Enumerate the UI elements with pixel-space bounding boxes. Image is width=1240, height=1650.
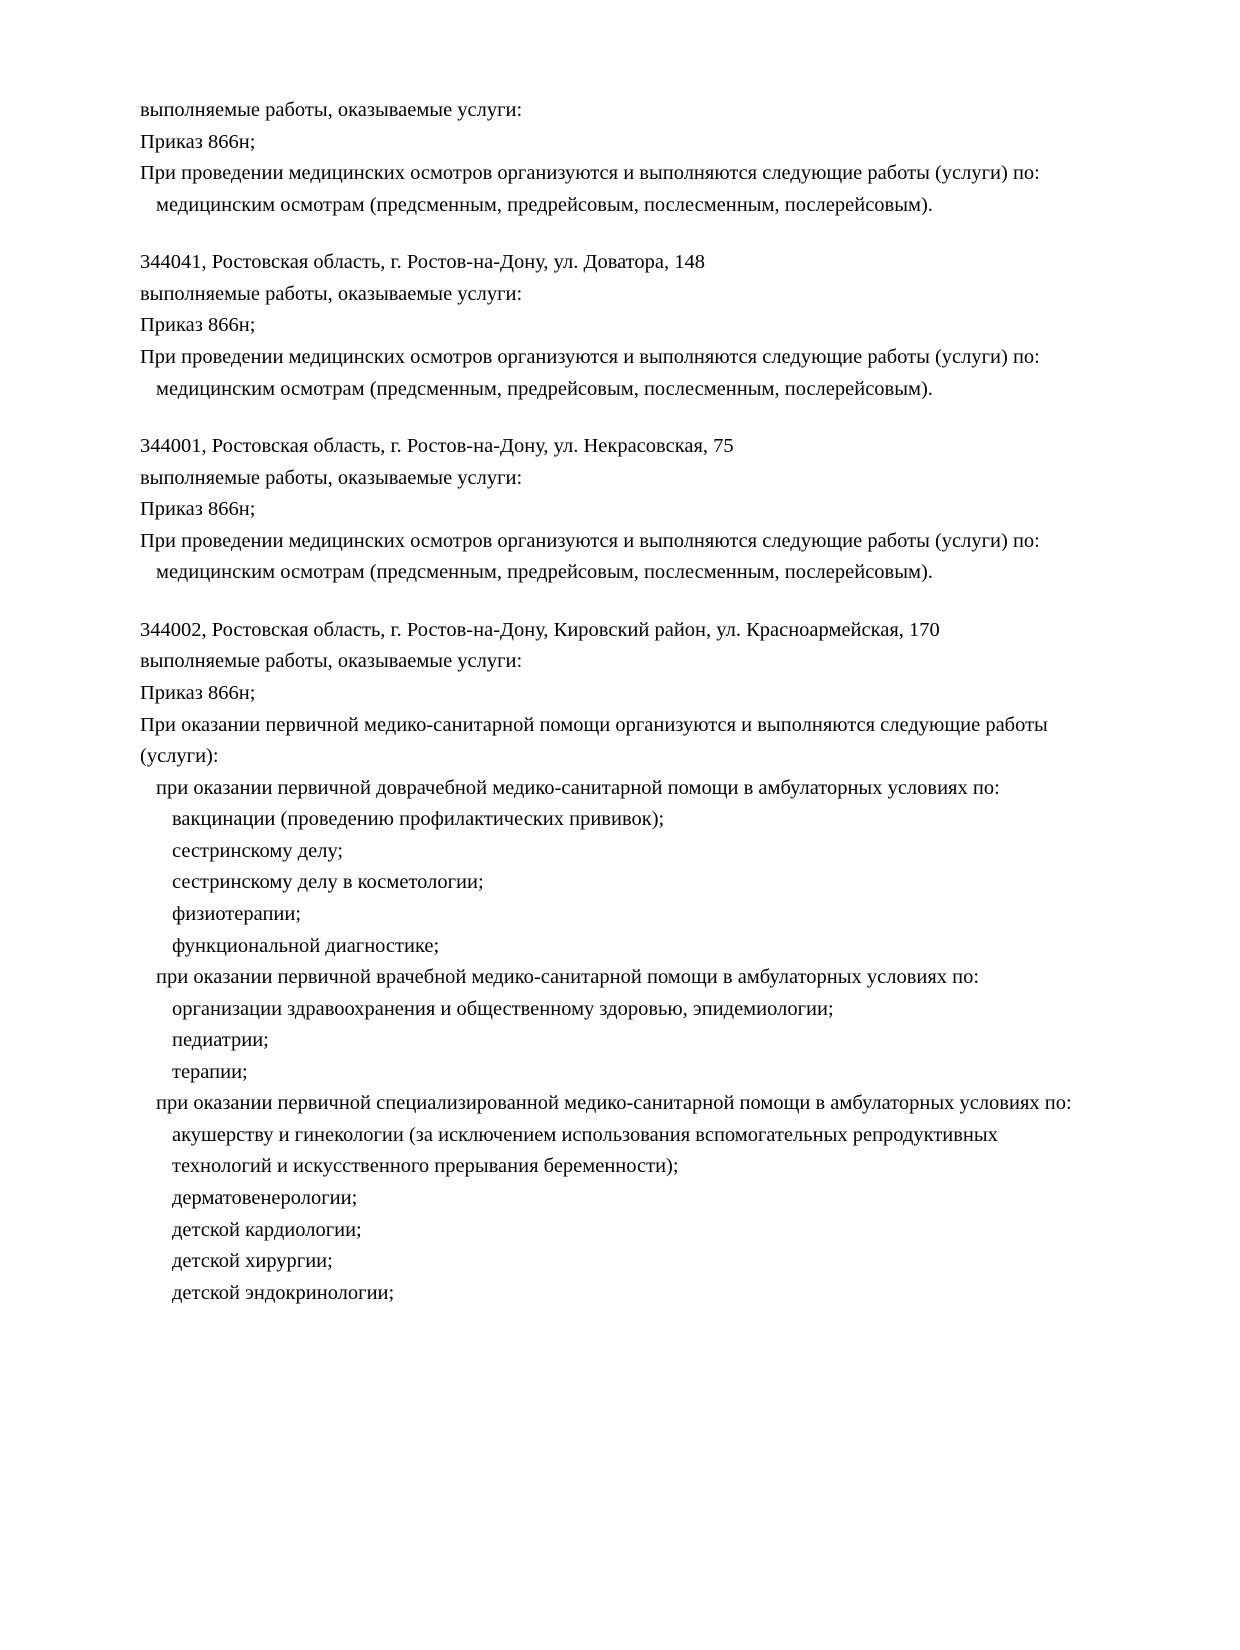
paragraph: детской кардиологии; — [172, 1218, 362, 1241]
paragraph: терапии; — [172, 1060, 248, 1083]
paragraph: дерматовенерологии; — [172, 1187, 358, 1209]
paragraph: выполняемые работы, оказываемые услуги: — [140, 650, 523, 673]
paragraph: выполняемые работы, оказываемые услуги: — [140, 99, 523, 121]
paragraph: При проведении медицинских осмотров организуются и выполняются следующие работы (услуги) по: — [140, 162, 1040, 185]
paragraph: выполняемые работы, оказываемые услуги: — [140, 466, 523, 489]
paragraph: При оказании первичной медико-санитарной помощи организуются и выполняются следующие работы (услуги): — [140, 713, 1048, 768]
block-top-continued — [140, 95, 1100, 221]
block-nekrasovskaya-75 — [140, 431, 1100, 589]
paragraph: организации здравоохранения и общественному здоровью, эпидемиологии; — [172, 997, 834, 1020]
paragraph: вакцинации (проведению профилактических прививок); — [172, 808, 665, 831]
paragraph: педиатрии; — [172, 1029, 269, 1052]
paragraph: детской эндокринологии; — [172, 1281, 395, 1304]
paragraph: медицинским осмотрам (предсменным, предрейсовым, послесменным, послерейсовым). — [156, 193, 933, 216]
paragraph: При проведении медицинских осмотров организуются и выполняются следующие работы (услуги) по: — [140, 529, 1040, 552]
paragraph: физиотерапии; — [172, 902, 302, 925]
paragraph: выполняемые работы, оказываемые услуги: — [140, 282, 523, 305]
paragraph: При проведении медицинских осмотров организуются и выполняются следующие работы (услуги) по: — [140, 345, 1040, 368]
paragraph: Приказ 866н; — [140, 130, 256, 153]
block-krasnoarmeyskaya-170 — [140, 615, 1100, 1309]
paragraph: при оказании первичной доврачебной медико-санитарной помощи в амбулаторных условиях по: — [156, 776, 1000, 799]
paragraph: Приказ 866н; — [140, 498, 256, 521]
paragraph: медицинским осмотрам (предсменным, предрейсовым, послесменным, послерейсовым). — [156, 561, 933, 584]
paragraph: Приказ 866н; — [140, 314, 256, 337]
paragraph: сестринскому делу в косметологии; — [172, 871, 484, 894]
paragraph: при оказании первичной врачебной медико-санитарной помощи в амбулаторных условиях по: — [156, 966, 980, 989]
paragraph: Приказ 866н; — [140, 682, 256, 704]
paragraph: акушерству и гинекологии (за исключением использования вспомогательных репродуктивных технологий и искусственного прерывания беременности); — [172, 1123, 998, 1178]
paragraph: 344041, Ростовская область, г. Ростов-на-Дону, ул. Доватора, 148 — [140, 251, 705, 274]
block-dovatora-148 — [140, 247, 1100, 405]
paragraph: медицинским осмотрам (предсменным, предрейсовым, послесменным, послерейсовым). — [156, 377, 933, 400]
paragraph: при оказании первичной специализированной медико-санитарной помощи в амбулаторных условиях по: — [156, 1092, 1072, 1115]
paragraph: детской хирургии; — [172, 1250, 333, 1273]
paragraph: 344001, Ростовская область, г. Ростов-на-Дону, ул. Некрасовская, 75 — [140, 435, 734, 458]
paragraph: 344002, Ростовская область, г. Ростов-на-Дону, Кировский район, ул. Красноармейская, 170 — [140, 618, 940, 641]
paragraph: функциональной диагностике; — [172, 934, 440, 957]
document-body — [140, 95, 1100, 1309]
paragraph: сестринскому делу; — [172, 839, 344, 862]
